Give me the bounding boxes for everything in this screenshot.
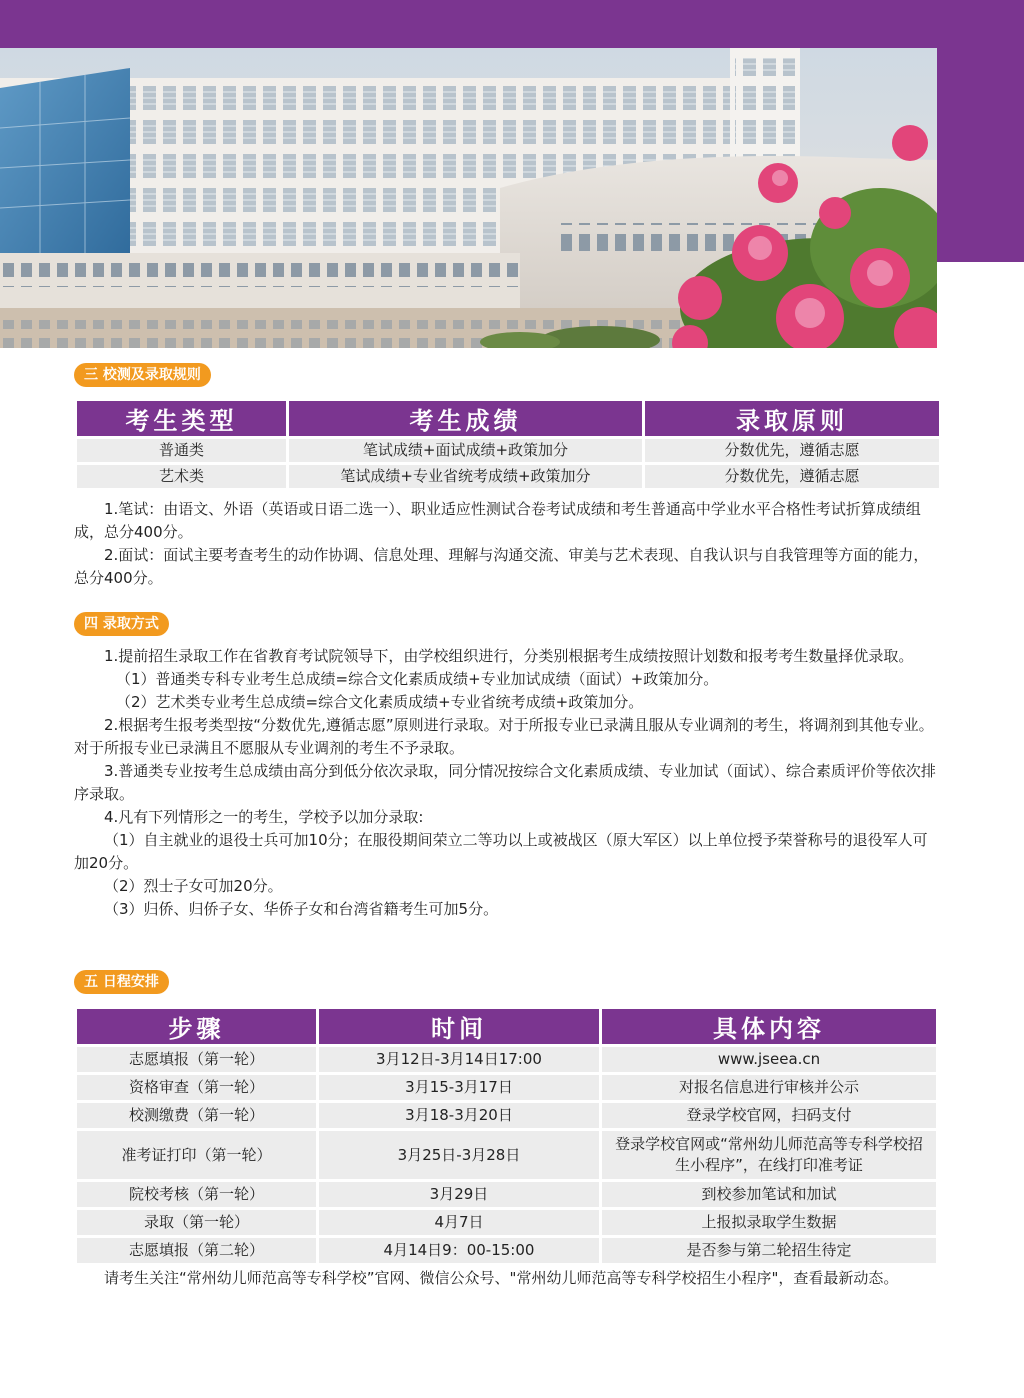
table-cell: 4月7日 [319,1210,599,1235]
campus-photo [0,48,937,348]
table-row [77,1047,936,1072]
body-paragraph: 1.提前招生录取工作在省教育考试院领导下，由学校组织进行，分类别根据考生成绩按照计划数和报考考生数量择优录取。 [104,647,914,665]
section-4-body [74,645,936,921]
column-header: 考生类型 [77,401,286,436]
table-cell: 志愿填报（第二轮） [77,1238,316,1263]
table-row [77,1131,936,1179]
body-paragraph: 2.根据考生报考类型按“分数优先,遵循志愿”原则进行录取。对于所报专业已录满且服从专业调剂的考生，将调剂到其他专业。对于所报专业已录满且不愿服从专业调剂的考生不予录取。 [74,716,934,757]
column-header: 录取原则 [645,401,939,436]
body-paragraph: 3.普通类专业按考生总成绩由高分到低分依次录取，同分情况按综合文化素质成绩、专业加试（面试）、综合素质评价等依次排序录取。 [74,762,936,803]
table-cell: 院校考核（第一轮） [77,1182,316,1207]
table-cell: 是否参与第二轮招生待定 [602,1238,936,1263]
body-paragraph: （2）艺术类专业考生总成绩=综合文化素质成绩+专业省统考成绩+政策加分。 [116,693,644,711]
table-cell: www.jseea.cn [602,1047,936,1072]
table-row [77,439,939,462]
table-cell: 普通类 [77,439,286,462]
table-cell: 准考证打印（第一轮） [77,1131,316,1179]
table-cell: 登录学校官网，扫码支付 [602,1103,936,1128]
table-cell: 3月25日-3月28日 [319,1131,599,1179]
section-4-tag: 四 录取方式 [74,612,169,636]
section-3-tag: 三 校测及录取规则 [74,363,211,387]
table-cell: 志愿填报（第一轮） [77,1047,316,1072]
footer-paragraph: 请考生关注“常州幼儿师范高等专科学校”官网、微信公众号、"常州幼儿师范高等专科学校招生小程序"，查看最新动态。 [104,1269,899,1287]
table-header-row [77,1009,936,1044]
table-cell: 分数优先，遵循志愿 [645,465,939,488]
table-cell: 笔试成绩+面试成绩+政策加分 [289,439,642,462]
table-cell: 分数优先，遵循志愿 [645,439,939,462]
table-header-row [77,401,939,436]
column-header: 考生成绩 [289,401,642,436]
section-5-tag: 五 日程安排 [74,970,169,994]
table-cell: 艺术类 [77,465,286,488]
admission-rules-table [74,398,942,491]
table-row [77,1182,936,1207]
body-paragraph: 4.凡有下列情形之一的考生，学校予以加分录取: [104,808,424,826]
table-cell: 校测缴费（第一轮） [77,1103,316,1128]
body-paragraph: （1）自主就业的退役士兵可加10分；在服役期间荣立二等功以上或被战区（原大军区）以上单位授予荣誉称号的退役军人可加20分。 [74,831,928,872]
note-paragraph: 2.面试：面试主要考查考生的动作协调、信息处理、理解与沟通交流、审美与艺术表现、自我认识与自我管理等方面的能力，总分400分。 [74,546,929,587]
note-paragraph: 1.笔试：由语文、外语（英语或日语二选一）、职业适应性测试合卷考试成绩和考生普通高中学业水平合格性考试折算成绩组成，总分400分。 [74,500,921,541]
table-cell: 3月12日-3月14日17:00 [319,1047,599,1072]
table-row [77,465,939,488]
column-header: 具体内容 [602,1009,936,1044]
table-cell: 上报拟录取学生数据 [602,1210,936,1235]
top-purple-band [0,0,1024,48]
table-cell: 3月15-3月17日 [319,1075,599,1100]
table-cell: 3月18-3月20日 [319,1103,599,1128]
table-row [77,1210,936,1235]
table-cell: 资格审查（第一轮） [77,1075,316,1100]
schedule-table [74,1006,939,1266]
body-paragraph: （1）普通类专科专业考生总成绩=综合文化素质成绩+专业加试成绩（面试）+政策加分。 [116,670,719,688]
table-row [77,1103,936,1128]
side-purple-band [937,48,1024,262]
table-cell: 对报名信息进行审核并公示 [602,1075,936,1100]
column-header: 时间 [319,1009,599,1044]
table-cell: 3月29日 [319,1182,599,1207]
table-cell: 笔试成绩+专业省统考成绩+政策加分 [289,465,642,488]
table-row [77,1238,936,1263]
section-5-footer [74,1267,936,1290]
table-cell: 录取（第一轮） [77,1210,316,1235]
section-3-notes [74,498,936,590]
column-header: 步骤 [77,1009,316,1044]
table-cell: 4月14日9：00-15:00 [319,1238,599,1263]
table-cell: 登录学校官网或“常州幼儿师范高等专科学校招生小程序”，在线打印准考证 [602,1131,936,1179]
body-paragraph: （3）归侨、归侨子女、华侨子女和台湾省籍考生可加5分。 [104,900,499,918]
table-row [77,1075,936,1100]
body-paragraph: （2）烈士子女可加20分。 [104,877,283,895]
table-cell: 到校参加笔试和加试 [602,1182,936,1207]
